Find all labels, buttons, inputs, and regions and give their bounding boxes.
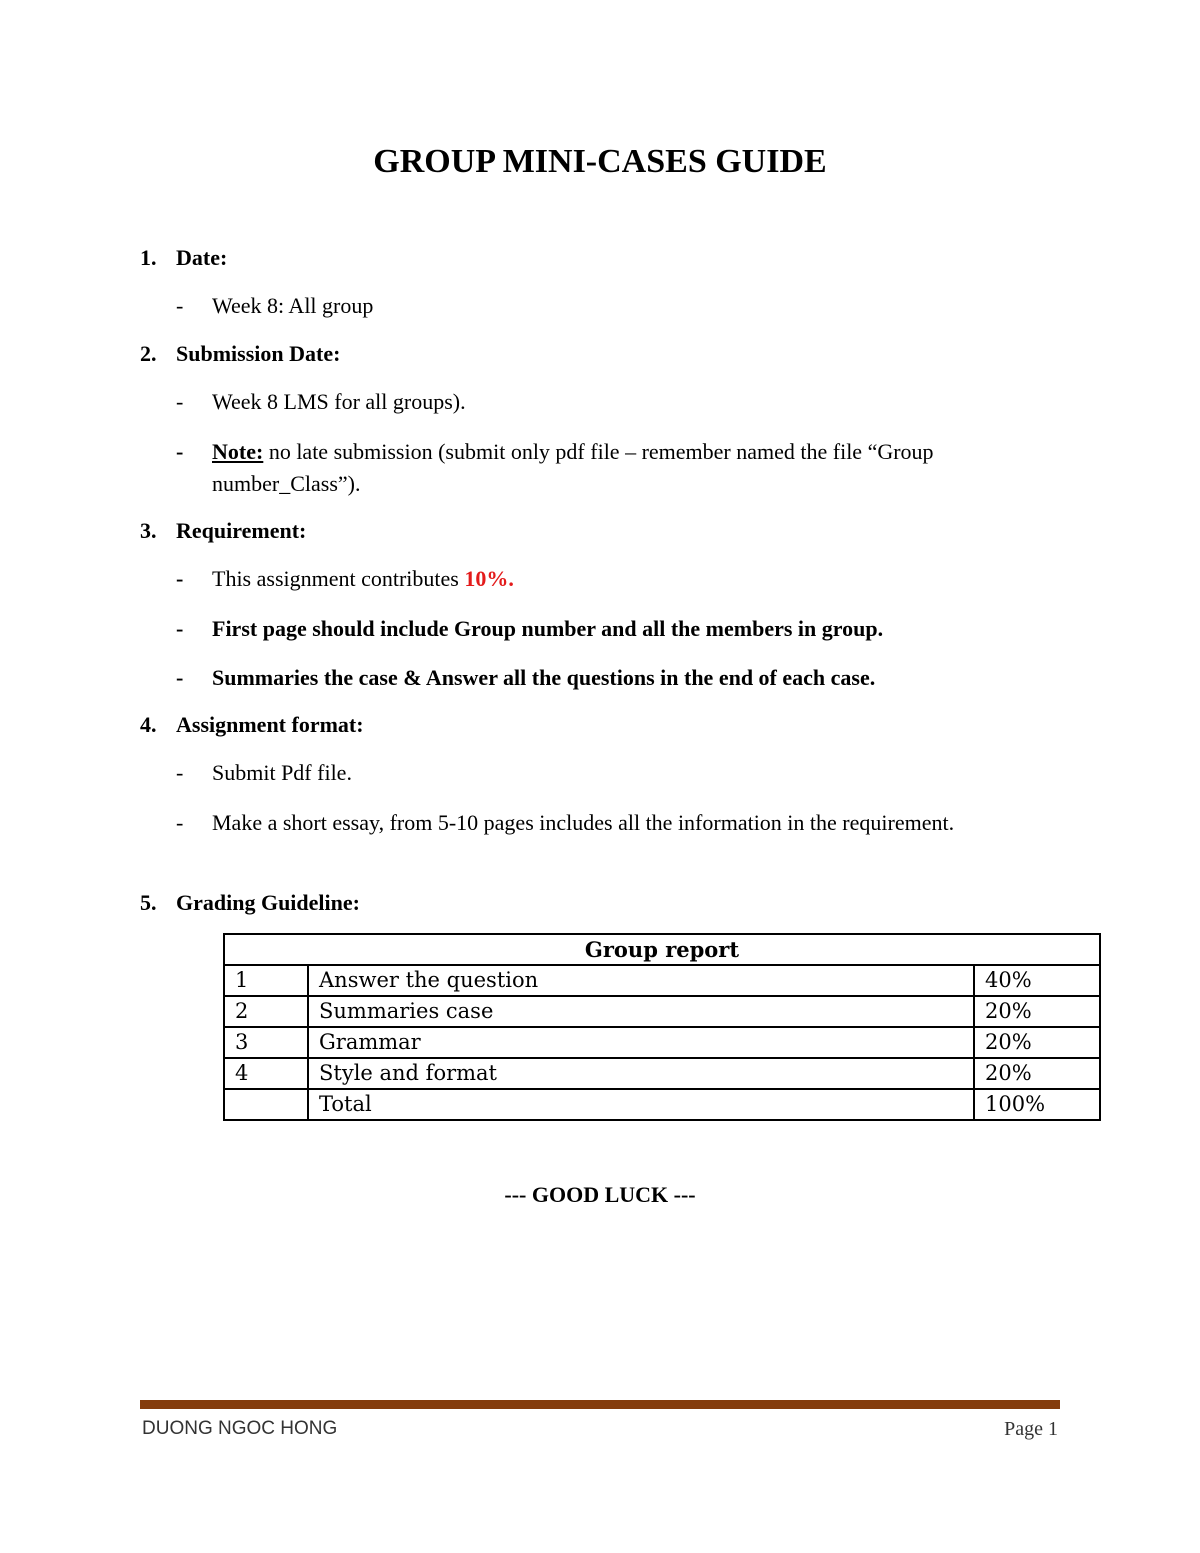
row-number: 2 — [224, 996, 308, 1027]
section-grading-heading — [140, 888, 360, 918]
section-number: 5. — [140, 890, 157, 915]
table-total-row — [224, 1089, 1100, 1120]
row-item: Style and format — [308, 1058, 974, 1089]
row-item: Grammar — [308, 1027, 974, 1058]
list-item — [176, 290, 1056, 322]
list-item — [176, 662, 1056, 694]
bullet-dash: - — [176, 760, 184, 785]
section-format-heading — [140, 710, 364, 740]
section-heading-label: Assignment format: — [176, 712, 364, 737]
row-item: Answer the question — [308, 965, 974, 996]
list-item-note — [176, 436, 1056, 500]
table-header: Group report — [224, 934, 1100, 965]
row-weight: 40% — [974, 965, 1100, 996]
row-weight: 20% — [974, 1058, 1100, 1089]
list-item — [176, 807, 1056, 839]
list-item-text: Make a short essay, from 5-10 pages includes all the information in the requirement. — [212, 810, 955, 835]
table-row — [224, 965, 1100, 996]
closing-text: --- GOOD LUCK --- — [504, 1182, 696, 1207]
section-heading-label: Submission Date: — [176, 341, 341, 366]
row-weight: 20% — [974, 1027, 1100, 1058]
grading-table — [223, 933, 1101, 1121]
row-number: 4 — [224, 1058, 308, 1089]
section-requirement-heading — [140, 516, 306, 546]
section-heading-label: Requirement: — [176, 518, 307, 543]
section-date-heading — [140, 243, 227, 273]
note-text: no late submission (submit only pdf file – remember named the file “Group number_Class”). — [212, 439, 934, 496]
bullet-dash: - — [176, 389, 184, 414]
row-number: 3 — [224, 1027, 308, 1058]
row-weight: 20% — [974, 996, 1100, 1027]
section-number: 1. — [140, 245, 157, 270]
list-item — [176, 563, 1056, 595]
row-number — [224, 1089, 308, 1120]
list-item — [176, 757, 1056, 789]
table-row — [224, 996, 1100, 1027]
table-row — [224, 1058, 1100, 1089]
footer-author: DUONG NGOC HONG — [142, 1418, 338, 1439]
row-weight: 100% — [974, 1089, 1100, 1120]
list-item-text: Week 8 LMS for all groups). — [212, 389, 466, 414]
bullet-dash: - — [176, 439, 184, 464]
footer-page-number: Page 1 — [1004, 1418, 1058, 1440]
table-row — [224, 1027, 1100, 1058]
title-ornament-icon — [0, 200, 1200, 224]
row-item: Summaries case — [308, 996, 974, 1027]
section-number: 3. — [140, 518, 157, 543]
section-heading-label: Grading Guideline: — [176, 890, 360, 915]
note-label: Note: — [212, 439, 264, 464]
table-header-row — [224, 934, 1100, 965]
list-item — [176, 613, 1056, 645]
list-item-text: First page should include Group number and all the members in group. — [212, 616, 884, 641]
section-heading-label: Date: — [176, 245, 228, 270]
percentage-highlight: 10%. — [464, 566, 514, 591]
bullet-dash: - — [176, 616, 184, 641]
footer-divider — [140, 1400, 1060, 1409]
list-item-text: Summaries the case & Answer all the questions in the end of each case. — [212, 665, 876, 690]
bullet-dash: - — [176, 566, 184, 591]
page-title: GROUP MINI-CASES GUIDE — [373, 143, 827, 180]
row-number: 1 — [224, 965, 308, 996]
bullet-dash: - — [176, 810, 184, 835]
list-item — [176, 386, 1056, 418]
section-number: 2. — [140, 341, 157, 366]
list-item-text: This assignment contributes — [212, 566, 465, 591]
section-submission-heading — [140, 339, 340, 369]
section-number: 4. — [140, 712, 157, 737]
list-item-text: Submit Pdf file. — [212, 760, 352, 785]
bullet-dash: - — [176, 293, 184, 318]
bullet-dash: - — [176, 665, 184, 690]
list-item-text: Week 8: All group — [212, 293, 374, 318]
row-item: Total — [308, 1089, 974, 1120]
